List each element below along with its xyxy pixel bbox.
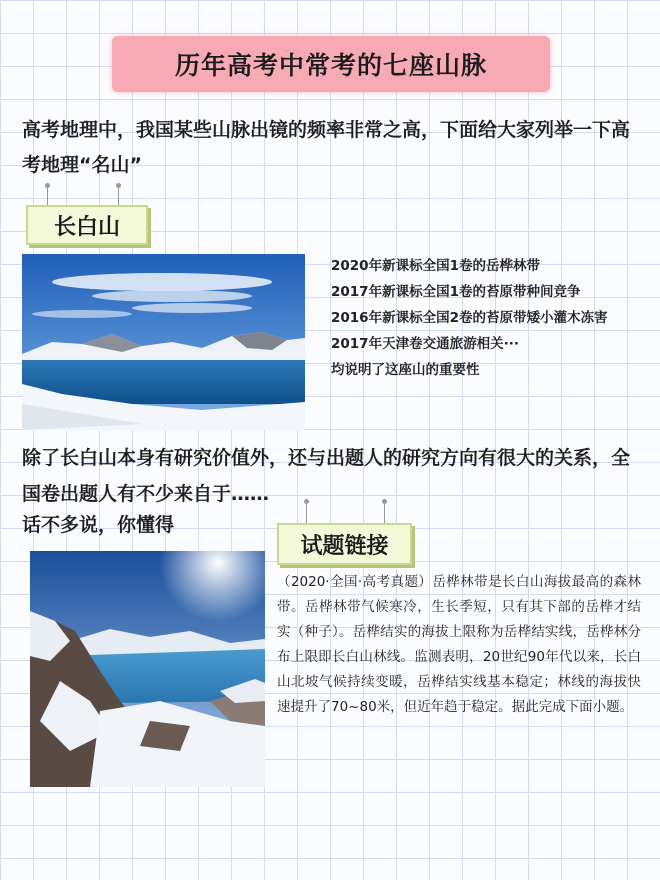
exam-ref-item: 2017年新课标全国1卷的苔原带种间竞争	[331, 284, 581, 300]
exam-reference-list	[331, 253, 636, 383]
short-remark: 话不多说，你懂得	[22, 514, 175, 536]
link-connector-left	[306, 502, 307, 524]
exam-ref-item: 2020年新课标全国1卷的岳桦林带	[331, 258, 540, 274]
mountain-label-changbaishan: 长白山	[26, 205, 148, 245]
page-title: 历年高考中常考的七座山脉	[174, 51, 487, 80]
link-connector-right	[384, 502, 385, 524]
exam-link-label: 试题链接	[277, 523, 412, 565]
intro-paragraph: 高考地理中，我国某些山脉出镜的频率非常之高，下面给大家列举一下高考地理“名山”	[22, 119, 631, 176]
title-banner	[112, 36, 550, 92]
exam-question-text: （2020·全国·高考真题）岳桦林带是长白山海拔最高的森林带。岳桦林带气候寒冷，生长季短，只有其下部的岳桦才结实（种子）。岳桦结实的海拔上限称为岳桦结实线，岳桦林分布上限即长白山林线。监测表明，20世纪90年代以来，长白山北坡气候持续变暖，岳桦结实线基本稳定；林线的海拔快速提升了70~80米，但近年趋于稳定。据此完成下面小题。	[277, 574, 641, 715]
exam-ref-item: 均说明了这座山的重要性	[331, 362, 480, 378]
exam-ref-item: 2016年新课标全国2卷的苔原带矮小灌木冻害	[331, 310, 608, 326]
changbaishan-crater-photo	[30, 551, 265, 787]
mid-paragraph: 除了长白山本身有研究价值外，还与出题人的研究方向有很大的关系，全国卷出题人有不少来自于……	[22, 447, 631, 505]
changbaishan-lake-photo	[22, 254, 305, 430]
exam-ref-item: 2017年天津卷交通旅游相关···	[331, 336, 519, 352]
